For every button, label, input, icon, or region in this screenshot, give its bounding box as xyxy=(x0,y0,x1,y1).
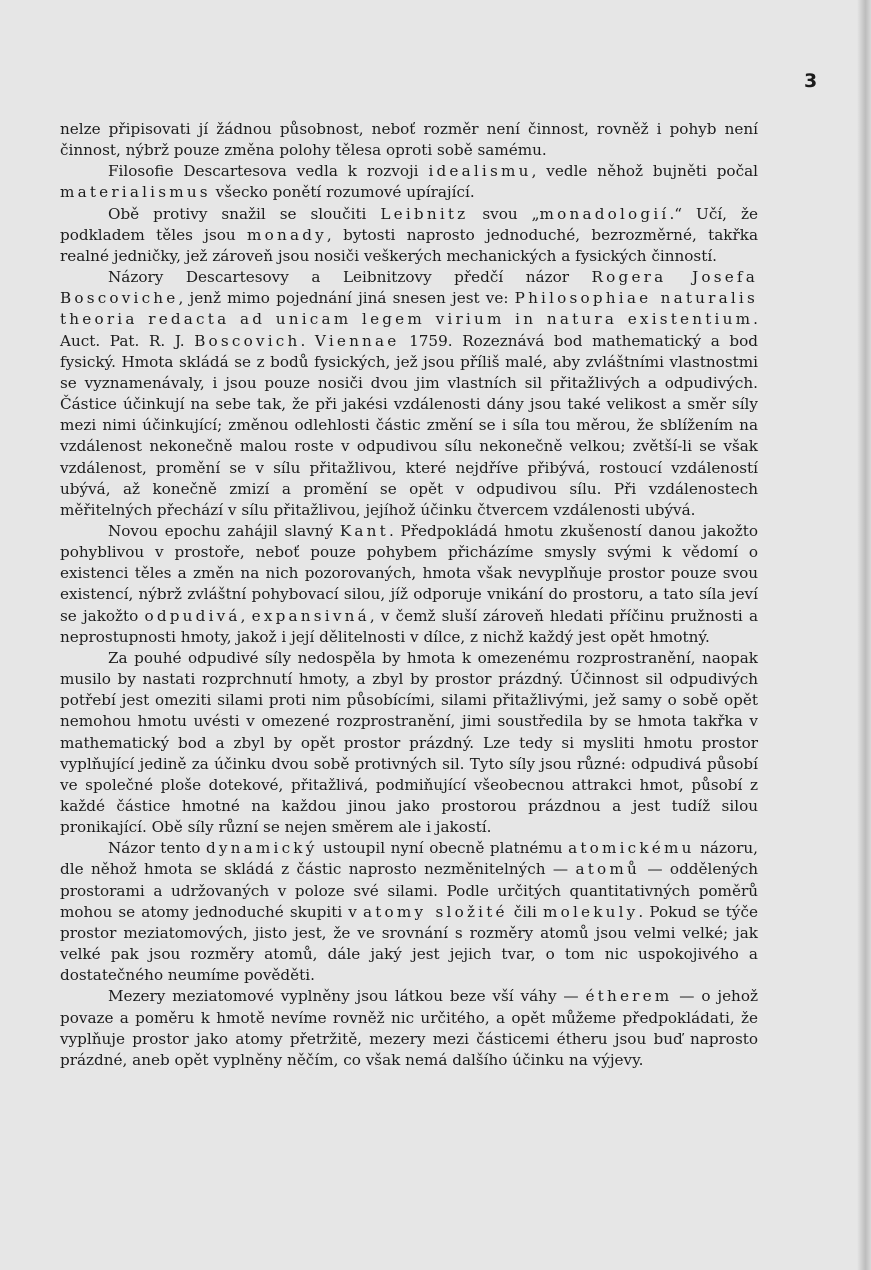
text-segment: Za pouhé odpudivé síly nedospěla by hmota k omezenému rozprostranění, naopak musilo by nastati rozprchnutí hmoty, a zbyl by prostor prázdný. Účinnost sil odpudivých potřebí jest omeziti silami proti nim působícími, silami přitažlivými, jež samy o sobě opět nemohou hmotu uvésti v omezené rozprostranění, jimi soustředila by se hmota takřka v mathematický bod a zbyl by opět prostor prázdný. Lze tedy si mysliti hmotu prostor vyplňující jedině za účinku dvou sobě protivných sil. Tyto síly jsou různé: odpudivá působí ve společné ploše dotekové, přitažlivá, podmiňující všeobecnou attrakci hmot, působí z každé částice hmotné na každou jinou jako prostorou prázdnou a jest tudíž silou pronikající. Obě síly různí se nejen směrem ale i jakostí. xyxy=(60,648,758,837)
emphasized-text: Philosophiae naturalis theoria redacta ad unicam legem virium in natura existentium xyxy=(60,289,758,329)
text-segment: čili xyxy=(507,902,543,921)
paragraph xyxy=(60,838,758,986)
text-segment: názoru, dle něhož hmota se skládá z částic naprosto nezměnitelných — xyxy=(60,839,758,879)
text-segment: , xyxy=(240,606,252,625)
text-segment: . xyxy=(300,331,315,350)
emphasized-text: expansivná xyxy=(251,606,370,625)
emphasized-text: idealismu xyxy=(428,162,532,181)
emphasized-text: materialismus xyxy=(60,183,211,202)
paragraph xyxy=(60,204,758,267)
text-segment: ustoupil nyní obecně platnému xyxy=(317,839,569,858)
page-edge-shadow xyxy=(857,0,871,1270)
text-segment: — o jehož povaze a poměru k hmotě nevíme rovněž nic určitého, a opět můžeme předpokládati, že vyplňuje prostor jako atomy přetržitě, mezery mezi částicemi étheru jsou buď naprosto prázdné, aneb opět vyplněny něčím, co však nemá dalšího účinku na výjevy. xyxy=(60,987,758,1069)
text-segment: , vedle něhož bujněti počal xyxy=(531,162,758,181)
text-segment: .“ Učí, že podkladem těles jsou xyxy=(60,204,758,244)
paragraph xyxy=(60,267,758,521)
text-segment: svou „ xyxy=(468,204,540,223)
paragraph xyxy=(60,648,758,838)
page-number: 3 xyxy=(804,70,818,92)
emphasized-text: Kant xyxy=(339,521,389,540)
emphasized-text: Rogera Josefa Boscoviche xyxy=(60,268,758,308)
emphasized-text: dynamický xyxy=(205,839,318,858)
text-segment: nelze připisovati jí žádnou působnost, neboť rozměr není činnost, rovněž i pohyb není činnost, nýbrž pouze změna polohy tělesa oproti sobě samému. xyxy=(60,120,758,160)
text-segment: Názory Descartesovy a Leibnitzovy předčí názor xyxy=(108,268,592,287)
text-segment: . Pokud se týče prostor meziatomových, jisto jest, že ve srovnání s rozměry atomů jsou velmi velké; jak velké pak jsou rozměry atomů, dále jaký jest jejich tvar, o tom nic uspokojivého a dostatečného neumíme pověděti. xyxy=(60,902,758,985)
emphasized-text: atomů xyxy=(575,860,640,879)
text-segment: . Auct. Pat. R. J. xyxy=(60,310,758,350)
paragraph xyxy=(60,119,758,161)
emphasized-text: atomy složité xyxy=(362,902,508,921)
paragraph xyxy=(60,161,758,203)
emphasized-text: atomickému xyxy=(568,839,695,858)
text-segment: 1759. Rozeznává bod mathematický a bod fysický. Hmota skládá se z bodů fysických, jež jsou příliš malé, aby zvláštními vlastnostmi se vyznamenávaly, i jsou pouze nosiči dvou jim vlastních sil přitažlivých a odpudivých. Částice účinkují na sebe tak, že při jakési vzdálenosti dány jsou také velikost a směr síly mezi nimi účinkující; změnou odlehlosti částic změní se i síla tou měrou, že sblížením na vzdálenost nekonečně malou roste v odpudivou sílu nekonečně velkou; zvětší-li se však vzdálenost, promění se v sílu přitažlivou, které nejdříve přibývá, rostoucí vzdáleností ubývá, až konečně zmizí a promění se opět v odpudivou sílu. Při vzdálenostech měřitelných přechází v sílu přitažlivou, jejíhož účinku čtvercem vzdálenosti ubývá. xyxy=(60,331,758,519)
emphasized-text: monadologií xyxy=(539,204,670,223)
text-segment: , jenž mimo pojednání jiná snesen jest ve: xyxy=(178,289,515,308)
text-segment: , v čemž sluší zároveň hledati příčinu pružnosti a neprostupnosti hmoty, jakož i její dělitelnosti v dílce, z nichž každý jest opět hmotný. xyxy=(60,606,759,646)
text-segment: , bytosti naprosto jednoduché, bezrozměrné, takřka realné jedničky, jež zároveň jsou nosiči veškerých mechanických a fysických činností. xyxy=(60,225,758,265)
text-segment: Novou epochu zahájil slavný xyxy=(108,521,340,540)
text-segment: Názor tento xyxy=(108,839,206,858)
emphasized-text: Leibnitz xyxy=(380,204,469,223)
paragraph xyxy=(60,986,758,1071)
text-segment: Filosofie Descartesova vedla k rozvoji xyxy=(108,162,429,181)
emphasized-text: molekuly xyxy=(543,902,639,921)
emphasized-text: Viennae xyxy=(314,331,400,350)
text-segment: . Předpokládá hmotu zkušeností danou jakožto pohyblivou v prostoře, neboť pouze pohybem přicházíme smysly svými k vědomí o existenci těles a změn na nich pozorovaných, hmota však nevyplňuje prostor pouze svou existencí, nýbrž zvláštní pohybovací silou, jíž odporuje vnikání do prostoru, a tato síla jeví se jakožto xyxy=(60,521,758,625)
text-segment: Mezery meziatomové vyplněny jsou látkou beze vší váhy — xyxy=(108,987,586,1006)
text-segment: — oddělených prostorami a udržovaných v poloze své silami. Podle určitých quantitativných poměrů mohou se atomy jednoduché skupiti v xyxy=(60,860,758,921)
paragraph xyxy=(60,521,758,648)
text-segment: všecko ponětí rozumové upírající. xyxy=(210,183,475,202)
emphasized-text: Boscovich xyxy=(194,331,301,350)
text-segment: Obě protivy snažil se sloučiti xyxy=(108,204,381,223)
emphasized-text: étherem xyxy=(585,987,673,1006)
emphasized-text: odpudivá xyxy=(144,606,241,625)
emphasized-text: monady xyxy=(247,225,327,244)
body-text xyxy=(60,119,758,1071)
